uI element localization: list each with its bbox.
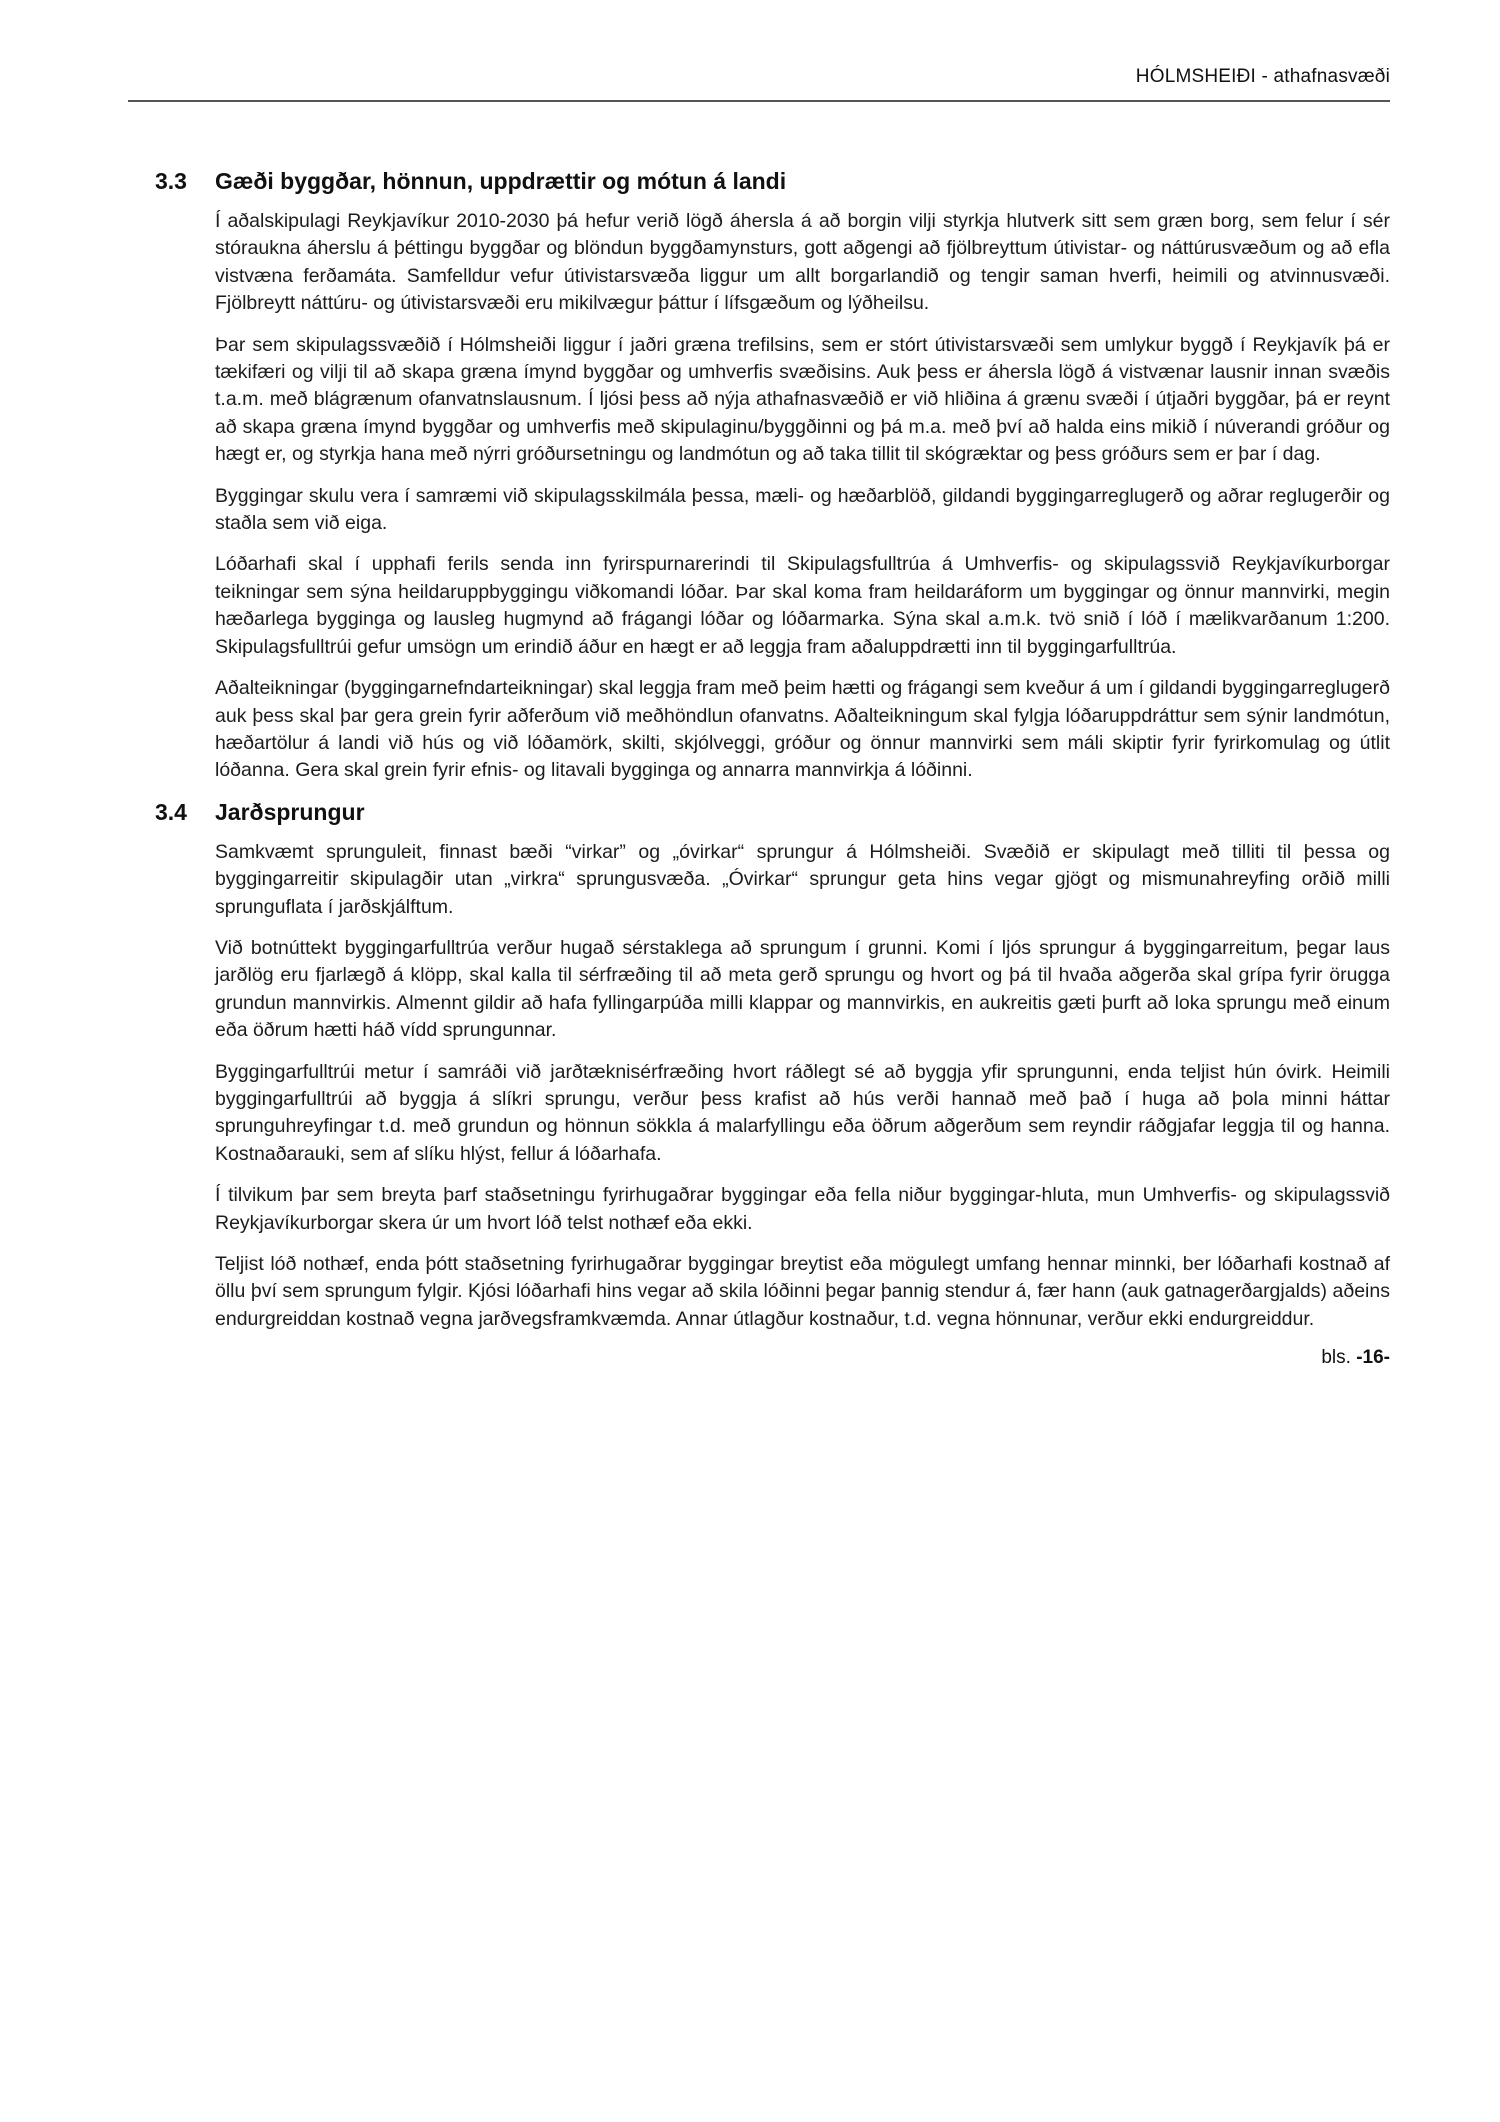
section-3-4 bbox=[128, 799, 1390, 1334]
section-heading bbox=[155, 799, 1390, 826]
section-body bbox=[215, 208, 1390, 785]
section-body bbox=[215, 839, 1390, 1334]
paragraph: Teljist lóð nothæf, enda þótt staðsetning fyrirhugaðrar byggingar breytist eða mögulegt umfang hennar minnki, ber lóðarhafi kostnað af öllu því sem sprungum fylgir. Kjósi lóðarhafi hins vegar að skila lóðinni þegar þannig stendur á, fær hann (auk gatnagerðargjalds) aðeins endurgreiddan kostnað vegna jarðvegsframkvæmda. Annar útlagður kostnaður, t.d. vegna hönnunar, verður ekki endurgreiddur. bbox=[215, 1253, 1390, 1330]
paragraph: Byggingar skulu vera í samræmi við skipulagsskilmála þessa, mæli- og hæðarblöð, gildandi byggingarreglugerð og aðrar reglugerðir og staðla sem við eiga. bbox=[215, 484, 1390, 535]
page-number: -16- bbox=[1356, 1347, 1390, 1369]
section-title: Gæði byggðar, hönnun, uppdrættir og mótun á landi bbox=[215, 168, 787, 194]
section-heading bbox=[155, 168, 1390, 195]
document-header bbox=[128, 66, 1390, 100]
paragraph: Þar sem skipulagssvæðið í Hólmsheiði liggur í jaðri græna trefilsins, sem er stórt útivistarsvæði sem umlykur byggð í Reykjavík þá er tækifæri og vilji til að skapa græna ímynd byggðar og umhverfis svæðisins. Auk þess er áhersla lögð á vistvænar lausnir innan svæðis t.a.m. með blágrænum ofanvatnslausnum. Í ljósi þess að nýja athafnasvæðið er við hliðina á grænu svæði í útjaðri byggðar, þá er reynt að skapa græna ímynd byggðar og umhverfis með skipulaginu/byggðinni og þá m.a. með því að halda eins mikið í núverandi gróður og hægt er, og styrkja hana með nýrri gróðursetningu og landmótun og að taka tillit til skógræktar og þess gróðurs sem er þar í dag. bbox=[215, 333, 1390, 466]
section-number: 3.4 bbox=[155, 798, 187, 825]
section-title: Jarðsprungur bbox=[215, 798, 365, 825]
paragraph: Lóðarhafi skal í upphafi ferils senda inn fyrirspurnarerindi til Skipulagsfulltrúa á Umhverfis- og skipulagssvið Reykjavíkurborgar teikningar sem sýna heildaruppbyggingu viðkomandi lóðar. Þar skal koma fram heildaráform um byggingar og önnur mannvirki, megin hæðarlega bygginga og lausleg hugmynd að frágangi lóðar og lóðarmarka. Sýna skal a.m.k. tvö snið í lóð í mælikvarðanum 1:200. Skipulagsfulltrúi gefur umsögn um erindið áður en hægt er að leggja fram aðaluppdrætti inn til byggingarfulltrúa. bbox=[215, 553, 1390, 658]
paragraph: Í aðalskipulagi Reykjavíkur 2010-2030 þá hefur verið lögð áhersla á að borgin vilji styrkja hlutverk sitt sem græn borg, sem felur í sér stóraukna áherslu á þéttingu byggðar og blöndun byggðamynsturs, gott aðgengi að fjölbreyttum útivistar- og náttúrusvæðum og að efla vistvæna ferðamáta. Samfelldur vefur útivistarsvæða liggur um allt borgarlandið og tengir saman hverfi, heimili og atvinnusvæði. Fjölbreytt náttúru- og útivistarsvæði eru mikilvægur þáttur í lífsgæðum og lýðheilsu. bbox=[215, 210, 1390, 315]
paragraph: Samkvæmt sprunguleit, finnast bæði “virkar” og „óvirkar“ sprungur á Hólmsheiði. Svæðið er skipulagt með tilliti til þessa og byggingarreitir skipulagðir utan „virkra“ sprungusvæða. „Óvirkar“ sprungur geta hins vegar gjögt og mismunahreyfing orðið milli sprunguflata í jarðskjálftum. bbox=[215, 840, 1390, 918]
paragraph: Aðalteikningar (byggingarnefndarteikningar) skal leggja fram með þeim hætti og frágangi sem kveður á um í gildandi byggingarreglugerð auk þess skal þar gera grein fyrir aðferðum við meðhöndlun ofanvatns. Aðalteikningum skal fylgja lóðaruppdráttur sem sýnir landmótun, hæðartölur á landi við hús og við lóðamörk, skilti, skjólveggi, gróður og önnur mannvirki sem máli skiptir fyrir fyrirkomulag og útlit lóðanna. Gera skal grein fyrir efnis- og litavali bygginga og annarra mannvirkja á lóðinni. bbox=[215, 677, 1390, 782]
section-number: 3.3 bbox=[155, 168, 187, 194]
document-header-title: HÓLMSHEIÐI - athafnasvæði bbox=[1135, 66, 1390, 87]
paragraph: Byggingarfulltrúi metur í samráði við jarðtæknisérfræðing hvort ráðlegt sé að byggja yfir sprungunni, enda teljist hún óvirk. Heimili byggingarfulltrúi að byggja á slíkri sprungu, verður þess krafist að hús verði hannað með það í huga að þola minni háttar sprunguhreyfingar t.d. með grundun og hönnun sökkla á malarfyllingu eða öðrum aðgerðum sem reyndir ráðgjafar leggja til og hanna. Kostnaðarauki, sem af slíku hlýst, fellur á lóðarhafa. bbox=[215, 1060, 1390, 1165]
page-number-prefix: bls. bbox=[1321, 1347, 1357, 1369]
section-3-3 bbox=[128, 168, 1390, 785]
header-divider bbox=[128, 100, 1390, 102]
document-content bbox=[128, 168, 1390, 1333]
paragraph: Í tilvikum þar sem breyta þarf staðsetningu fyrirhugaðrar byggingar eða fella niður byggingar-hluta, mun Umhverfis- og skipulagssvið Reykjavíkurborgar skera úr um hvort lóð telst nothæf eða ekki. bbox=[215, 1184, 1390, 1234]
paragraph: Við botnúttekt byggingarfulltrúa verður hugað sérstaklega að sprungum í grunni. Komi í ljós sprungur á byggingarreitum, þegar laus jarðlög eru fjarlægð á klöpp, skal kalla til sérfræðing til að meta gerð sprungu og hvort og þá til hvaða aðgerða skal grípa fyrir örugga grundun mannvirkis. Almennt gildir að hafa fyllingarpúða milli klappar og mannvirkis, en aukreitis gæti þurft að loka sprungu með einum eða öðrum hætti háð vídd sprungunnar. bbox=[215, 936, 1390, 1042]
page-footer bbox=[128, 1347, 1390, 1369]
